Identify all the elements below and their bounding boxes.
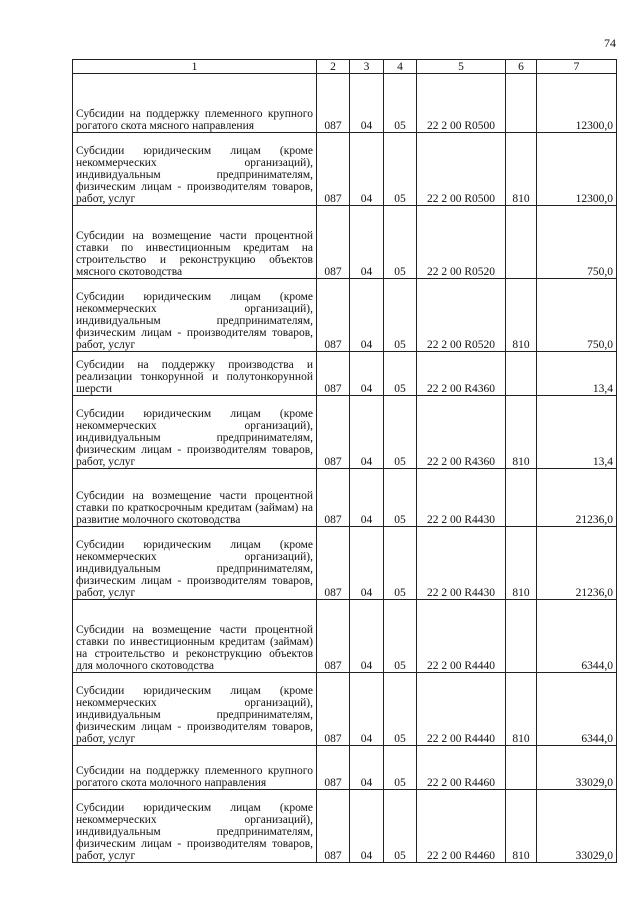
target-article-code: 22 2 00 R0520 bbox=[417, 279, 506, 352]
amount-value: 21236,0 bbox=[537, 469, 617, 527]
chapter-code: 087 bbox=[317, 469, 350, 527]
expense-type-code: 810 bbox=[506, 790, 537, 863]
table-row bbox=[73, 673, 617, 746]
subsection-code: 05 bbox=[384, 74, 417, 133]
column-header: 2 bbox=[317, 60, 350, 74]
chapter-code: 087 bbox=[317, 396, 350, 469]
expense-type-code: 810 bbox=[506, 673, 537, 746]
chapter-code: 087 bbox=[317, 746, 350, 790]
subsection-code: 05 bbox=[384, 352, 417, 396]
section-code: 04 bbox=[350, 133, 384, 206]
amount-value: 13,4 bbox=[537, 352, 617, 396]
target-article-code: 22 2 00 R4360 bbox=[417, 352, 506, 396]
amount-value: 750,0 bbox=[537, 279, 617, 352]
chapter-code: 087 bbox=[317, 600, 350, 673]
table-row bbox=[73, 74, 617, 133]
row-description: Субсидии на возмещение части процентной ставки по краткосрочным кредитам (займам) на развитие молочного скотоводства bbox=[73, 469, 317, 527]
chapter-code: 087 bbox=[317, 790, 350, 863]
amount-value: 13,4 bbox=[537, 396, 617, 469]
budget-table bbox=[72, 59, 617, 863]
subsection-code: 05 bbox=[384, 790, 417, 863]
column-header: 6 bbox=[506, 60, 537, 74]
table-row bbox=[73, 133, 617, 206]
row-description: Субсидии юридическим лицам (кроме некоммерческих организаций), индивидуальным предпринимателям, физическим лицам - производителям товаров, работ, услуг bbox=[73, 396, 317, 469]
expense-type-code: 810 bbox=[506, 133, 537, 206]
amount-value: 33029,0 bbox=[537, 790, 617, 863]
table-row bbox=[73, 746, 617, 790]
chapter-code: 087 bbox=[317, 133, 350, 206]
section-code: 04 bbox=[350, 352, 384, 396]
amount-value: 6344,0 bbox=[537, 600, 617, 673]
row-description: Субсидии на возмещение части процентной ставки по инвестиционным кредитам на строительство и реконструкцию объектов мясного скотоводства bbox=[73, 206, 317, 279]
row-description: Субсидии на поддержку племенного крупного рогатого скота мясного направления bbox=[73, 74, 317, 133]
subsection-code: 05 bbox=[384, 469, 417, 527]
row-description: Субсидии юридическим лицам (кроме некоммерческих организаций), индивидуальным предпринимателям, физическим лицам - производителям товаров, работ, услуг bbox=[73, 790, 317, 863]
target-article-code: 22 2 00 R0500 bbox=[417, 133, 506, 206]
subsection-code: 05 bbox=[384, 746, 417, 790]
subsection-code: 05 bbox=[384, 206, 417, 279]
target-article-code: 22 2 00 R4460 bbox=[417, 790, 506, 863]
amount-value: 6344,0 bbox=[537, 673, 617, 746]
target-article-code: 22 2 00 R4440 bbox=[417, 673, 506, 746]
chapter-code: 087 bbox=[317, 673, 350, 746]
amount-value: 12300,0 bbox=[537, 133, 617, 206]
chapter-code: 087 bbox=[317, 527, 350, 600]
expense-type-code bbox=[506, 746, 537, 790]
section-code: 04 bbox=[350, 746, 384, 790]
section-code: 04 bbox=[350, 206, 384, 279]
amount-value: 12300,0 bbox=[537, 74, 617, 133]
table-row bbox=[73, 600, 617, 673]
column-header: 4 bbox=[384, 60, 417, 74]
chapter-code: 087 bbox=[317, 206, 350, 279]
section-code: 04 bbox=[350, 279, 384, 352]
target-article-code: 22 2 00 R4460 bbox=[417, 746, 506, 790]
row-description: Субсидии юридическим лицам (кроме некоммерческих организаций), индивидуальным предпринимателям, физическим лицам - производителям товаров, работ, услуг bbox=[73, 133, 317, 206]
table-row bbox=[73, 352, 617, 396]
target-article-code: 22 2 00 R4440 bbox=[417, 600, 506, 673]
chapter-code: 087 bbox=[317, 352, 350, 396]
target-article-code: 22 2 00 R4430 bbox=[417, 469, 506, 527]
subsection-code: 05 bbox=[384, 396, 417, 469]
section-code: 04 bbox=[350, 527, 384, 600]
table-row bbox=[73, 790, 617, 863]
column-header: 3 bbox=[350, 60, 384, 74]
table-row bbox=[73, 396, 617, 469]
section-code: 04 bbox=[350, 396, 384, 469]
chapter-code: 087 bbox=[317, 74, 350, 133]
chapter-code: 087 bbox=[317, 279, 350, 352]
table-row bbox=[73, 527, 617, 600]
column-header: 7 bbox=[537, 60, 617, 74]
table-header-row bbox=[73, 60, 617, 74]
row-description: Субсидии юридическим лицам (кроме некоммерческих организаций), индивидуальным предпринимателям, физическим лицам - производителям товаров, работ, услуг bbox=[73, 673, 317, 746]
subsection-code: 05 bbox=[384, 133, 417, 206]
subsection-code: 05 bbox=[384, 279, 417, 352]
expense-type-code bbox=[506, 352, 537, 396]
amount-value: 21236,0 bbox=[537, 527, 617, 600]
column-header: 5 bbox=[417, 60, 506, 74]
subsection-code: 05 bbox=[384, 600, 417, 673]
section-code: 04 bbox=[350, 74, 384, 133]
target-article-code: 22 2 00 R0520 bbox=[417, 206, 506, 279]
table-row bbox=[73, 469, 617, 527]
expense-type-code bbox=[506, 600, 537, 673]
target-article-code: 22 2 00 R4430 bbox=[417, 527, 506, 600]
row-description: Субсидии на возмещение части процентной ставки по инвестиционным кредитам (займам) на строительство и реконструкцию объектов для молочного скотоводства bbox=[73, 600, 317, 673]
column-header: 1 bbox=[73, 60, 317, 74]
subsection-code: 05 bbox=[384, 673, 417, 746]
table-body bbox=[73, 74, 617, 863]
section-code: 04 bbox=[350, 790, 384, 863]
expense-type-code bbox=[506, 206, 537, 279]
table-row bbox=[73, 279, 617, 352]
subsection-code: 05 bbox=[384, 527, 417, 600]
expense-type-code: 810 bbox=[506, 527, 537, 600]
amount-value: 33029,0 bbox=[537, 746, 617, 790]
section-code: 04 bbox=[350, 673, 384, 746]
table-row bbox=[73, 206, 617, 279]
target-article-code: 22 2 00 R4360 bbox=[417, 396, 506, 469]
section-code: 04 bbox=[350, 600, 384, 673]
row-description: Субсидии на поддержку производства и реализации тонкорунной и полутонкорунной шерсти bbox=[73, 352, 317, 396]
expense-type-code bbox=[506, 74, 537, 133]
expense-type-code bbox=[506, 469, 537, 527]
amount-value: 750,0 bbox=[537, 206, 617, 279]
row-description: Субсидии на поддержку племенного крупного рогатого скота молочного направления bbox=[73, 746, 317, 790]
target-article-code: 22 2 00 R0500 bbox=[417, 74, 506, 133]
row-description: Субсидии юридическим лицам (кроме некоммерческих организаций), индивидуальным предпринимателям, физическим лицам - производителям товаров, работ, услуг bbox=[73, 279, 317, 352]
expense-type-code: 810 bbox=[506, 396, 537, 469]
row-description: Субсидии юридическим лицам (кроме некоммерческих организаций), индивидуальным предпринимателям, физическим лицам - производителям товаров, работ, услуг bbox=[73, 527, 317, 600]
expense-type-code: 810 bbox=[506, 279, 537, 352]
page-number: 74 bbox=[604, 36, 616, 50]
section-code: 04 bbox=[350, 469, 384, 527]
